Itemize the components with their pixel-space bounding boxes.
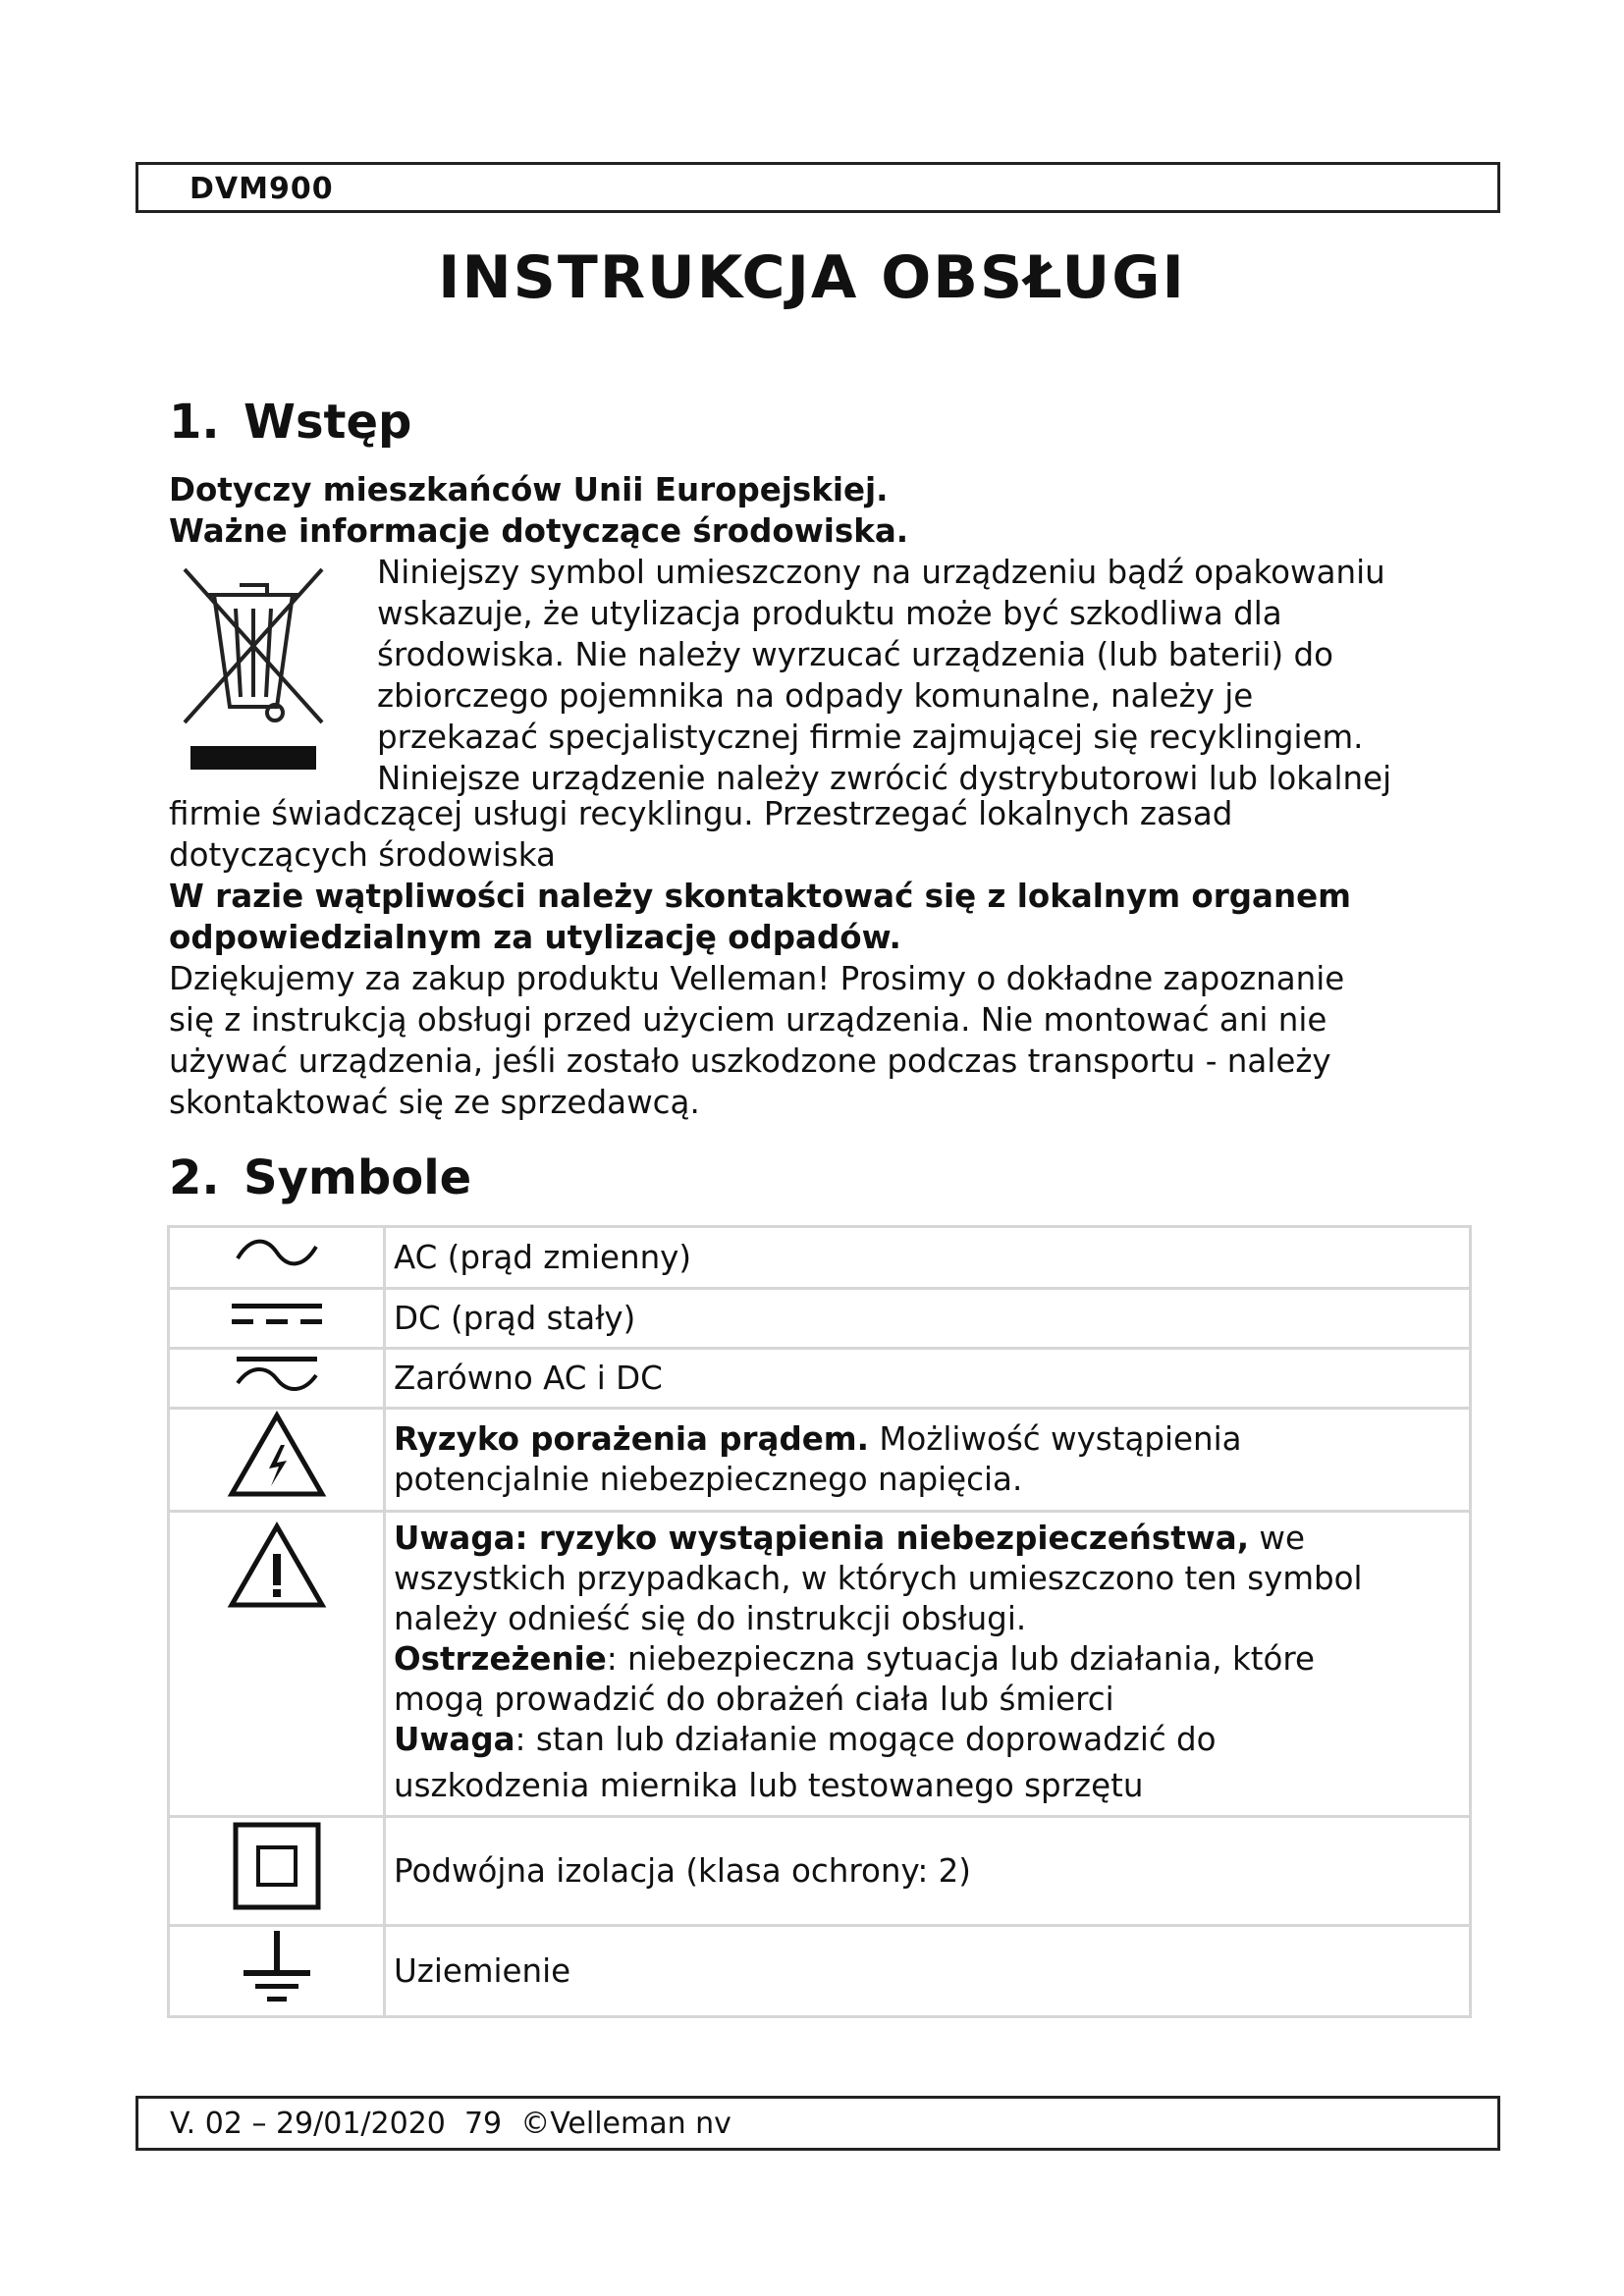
caution-text: we — [1249, 1520, 1305, 1557]
eu-residents-line: Dotyczy mieszkańców Unii Europejskiej. — [169, 471, 889, 508]
env-text-line: przekazać specjalistycznej firmie zajmującej się recyklingiem. — [377, 719, 1364, 756]
env-text-line: zbiorczego pojemnika na odpady komunalne, należy je — [377, 677, 1254, 715]
symbols-table — [167, 1225, 1472, 2018]
warning-label: Ostrzeżenie — [394, 1640, 607, 1678]
footer-box — [135, 2096, 1500, 2151]
dc-icon — [228, 1296, 326, 1331]
section-number: 1. — [169, 395, 220, 450]
section-1-heading — [169, 395, 411, 450]
table-row — [169, 1817, 1471, 1926]
ground-icon — [238, 1927, 316, 2005]
symbol-cell — [169, 1926, 385, 2017]
disposal-warning-line: W razie wątpliwości należy skontaktować się z lokalnym organem — [169, 878, 1352, 915]
symbol-cell — [169, 1349, 385, 1409]
env-text-line: Niniejsze urządzenie należy zwrócić dystrybutorowi lub lokalnej — [377, 760, 1392, 797]
warning-text: : niebezpieczna sytuacja lub działania, które — [606, 1640, 1316, 1678]
thanks-line: używać urządzenia, jeśli zostało uszkodzone podczas transportu - należy — [169, 1042, 1331, 1080]
footer-text: V. 02 – 29/01/2020 79 ©Velleman nv — [170, 2107, 731, 2141]
note-text: : stan lub działanie mogące doprowadzić do — [514, 1721, 1217, 1758]
table-row — [169, 1409, 1471, 1512]
thanks-line: skontaktować się ze sprzedawcą. — [169, 1084, 700, 1121]
model-name: DVM900 — [189, 172, 334, 206]
note-text-2: uszkodzenia miernika lub testowanego sprzętu — [394, 1767, 1144, 1804]
caution-text-3: należy odnieść się do instrukcji obsługi. — [394, 1600, 1027, 1637]
symbol-cell — [169, 1512, 385, 1817]
symbol-description: Uziemienie — [385, 1926, 1471, 2017]
shock-label: Ryzyko porażenia prądem. — [394, 1420, 870, 1458]
section-number: 2. — [169, 1150, 220, 1205]
symbol-cell — [169, 1227, 385, 1289]
symbol-description: AC (prąd zmienny) — [385, 1227, 1471, 1289]
caution-text-2: wszystkich przypadkach, w których umieszczono ten symbol — [394, 1560, 1363, 1597]
disposal-warning-line: odpowiedzialnym za utylizację odpadów. — [169, 919, 901, 956]
section-2-heading — [169, 1150, 471, 1205]
thanks-line: się z instrukcją obsługi przed użyciem urządzenia. Nie montować ani nie — [169, 1001, 1327, 1039]
electric-shock-warning-icon — [226, 1410, 328, 1500]
caution-label: Uwaga: ryzyko wystąpienia niebezpieczeństwa, — [394, 1520, 1250, 1557]
env-text-line: wskazuje, że utylizacja produktu może być szkodliwa dla — [377, 595, 1282, 632]
table-row — [169, 1227, 1471, 1289]
ac-sine-icon — [233, 1233, 321, 1272]
env-text-line: środowiska. Nie należy wyrzucać urządzenia (lub baterii) do — [377, 636, 1333, 673]
env-info-line: Ważne informacje dotyczące środowiska. — [169, 512, 909, 550]
env-text-line: firmie świadczącej usługi recyklingu. Przestrzegać lokalnych zasad — [169, 795, 1233, 832]
ac-dc-icon — [233, 1352, 321, 1395]
weee-crossed-bin-icon — [175, 560, 332, 775]
shock-text-2: potencjalnie niebezpiecznego napięcia. — [394, 1461, 1023, 1498]
header-box — [135, 162, 1500, 213]
symbol-cell — [169, 1817, 385, 1926]
note-label: Uwaga — [394, 1721, 515, 1758]
double-insulation-icon — [231, 1820, 323, 1912]
symbol-cell — [169, 1409, 385, 1512]
symbol-cell — [169, 1289, 385, 1349]
section-title: Wstęp — [244, 395, 412, 450]
thanks-line: Dziękujemy za zakup produktu Velleman! Prosimy o dokładne zapoznanie — [169, 960, 1345, 997]
symbol-description — [385, 1512, 1471, 1817]
symbol-description: Zarówno AC i DC — [385, 1349, 1471, 1409]
table-row — [169, 1349, 1471, 1409]
table-row — [169, 1289, 1471, 1349]
table-row — [169, 1512, 1471, 1817]
symbol-description: DC (prąd stały) — [385, 1289, 1471, 1349]
caution-warning-icon — [226, 1521, 328, 1611]
symbol-description — [385, 1409, 1471, 1512]
shock-text: Możliwość wystąpienia — [869, 1420, 1242, 1458]
env-text-line: Niniejszy symbol umieszczony na urządzeniu bądź opakowaniu — [377, 554, 1385, 591]
page-title: INSTRUKCJA OBSŁUGI — [438, 243, 1186, 312]
symbol-description: Podwójna izolacja (klasa ochrony: 2) — [385, 1817, 1471, 1926]
env-text-line: dotyczących środowiska — [169, 836, 556, 874]
section-title: Symbole — [244, 1150, 472, 1205]
warning-text-2: mogą prowadzić do obrażeń ciała lub śmierci — [394, 1681, 1114, 1718]
table-row — [169, 1926, 1471, 2017]
